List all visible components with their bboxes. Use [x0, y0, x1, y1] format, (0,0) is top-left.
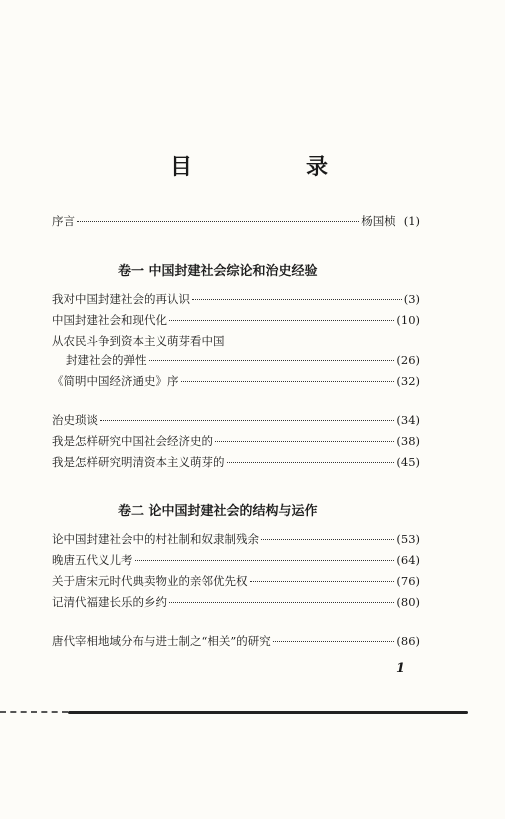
toc-entry-page: (80): [396, 595, 420, 609]
leader-dots: [273, 641, 395, 642]
toc-entry: [52, 292, 420, 306]
toc-entry-page: (26): [396, 353, 420, 367]
toc-entry: [52, 374, 420, 388]
scan-edge-dashes: [0, 711, 68, 713]
leader-dots: [169, 602, 394, 603]
toc-entry: [52, 574, 420, 588]
toc-entry-title: 我是怎样研究明清资本主义萌芽的: [52, 455, 225, 469]
toc-entry-title: 中国封建社会和现代化: [52, 313, 167, 327]
title-char-right: 录: [305, 155, 330, 180]
toc-entry-title: 记清代福建长乐的乡约: [52, 595, 167, 609]
toc-entry-title: 我对中国封建社会的再认识: [52, 292, 190, 306]
toc-entry-title: 《简明中国经济通史》序: [52, 374, 179, 388]
toc-entry-title: 治史琐谈: [52, 413, 98, 427]
toc-entry-page: (34): [396, 413, 420, 427]
toc-entry-page: (38): [396, 434, 420, 448]
toc-entry-page: (76): [396, 574, 420, 588]
leader-dots: [135, 560, 395, 561]
toc-entry-title: 晚唐五代义儿考: [52, 553, 133, 567]
toc-entry-title: 封建社会的弹性: [66, 353, 147, 367]
leader-dots: [250, 581, 395, 582]
page-title: [170, 150, 330, 181]
leader-dots: [192, 299, 402, 300]
toc-entry-author: 杨国桢: [361, 214, 396, 228]
leader-dots: [261, 539, 394, 540]
toc-entry-page: (53): [396, 532, 420, 546]
toc-entry-title: 我是怎样研究中国社会经济史的: [52, 434, 213, 448]
toc-entry: [52, 313, 420, 327]
leader-dots: [181, 381, 395, 382]
toc-entry: [52, 434, 420, 448]
toc-entry-page: (64): [396, 553, 420, 567]
section-heading-1: 卷一 中国封建社会综论和治史经验: [118, 264, 318, 279]
toc-entry-page: (86): [396, 634, 420, 648]
leader-dots: [77, 221, 359, 222]
toc-entry-title: 关于唐宋元时代典卖物业的亲邻优先权: [52, 574, 248, 588]
toc-entry-title: 序言: [52, 214, 75, 228]
bottom-rule: [68, 711, 468, 714]
leader-dots: [169, 320, 394, 321]
toc-entry-title: 唐代宰相地域分布与进士制之“相关”的研究: [52, 634, 271, 648]
toc-entry-page: (10): [396, 313, 420, 327]
leader-dots: [215, 441, 394, 442]
page-number: 1: [396, 661, 406, 676]
toc-entry-page: (45): [396, 455, 420, 469]
toc-entry: [52, 455, 420, 469]
leader-dots: [149, 360, 395, 361]
toc-entry-title-line1: 从农民斗争到资本主义萌芽看中国: [52, 334, 225, 348]
toc-entry: [52, 634, 420, 648]
toc-entry: [52, 595, 420, 609]
toc-entry-page: (3): [403, 292, 420, 306]
title-char-left: 目: [170, 155, 195, 180]
toc-entry-title: 论中国封建社会中的村社制和奴隶制残余: [52, 532, 259, 546]
toc-entry-preface: [52, 214, 420, 228]
leader-dots: [100, 420, 394, 421]
toc-entry: [66, 353, 420, 367]
leader-dots: [227, 462, 395, 463]
toc-entry-page: (1): [403, 214, 420, 228]
section-heading-2: 卷二 论中国封建社会的结构与运作: [118, 504, 318, 519]
toc-entry: [52, 413, 420, 427]
toc-entry: [52, 532, 420, 546]
toc-entry-page: (32): [396, 374, 420, 388]
toc-entry: [52, 553, 420, 567]
